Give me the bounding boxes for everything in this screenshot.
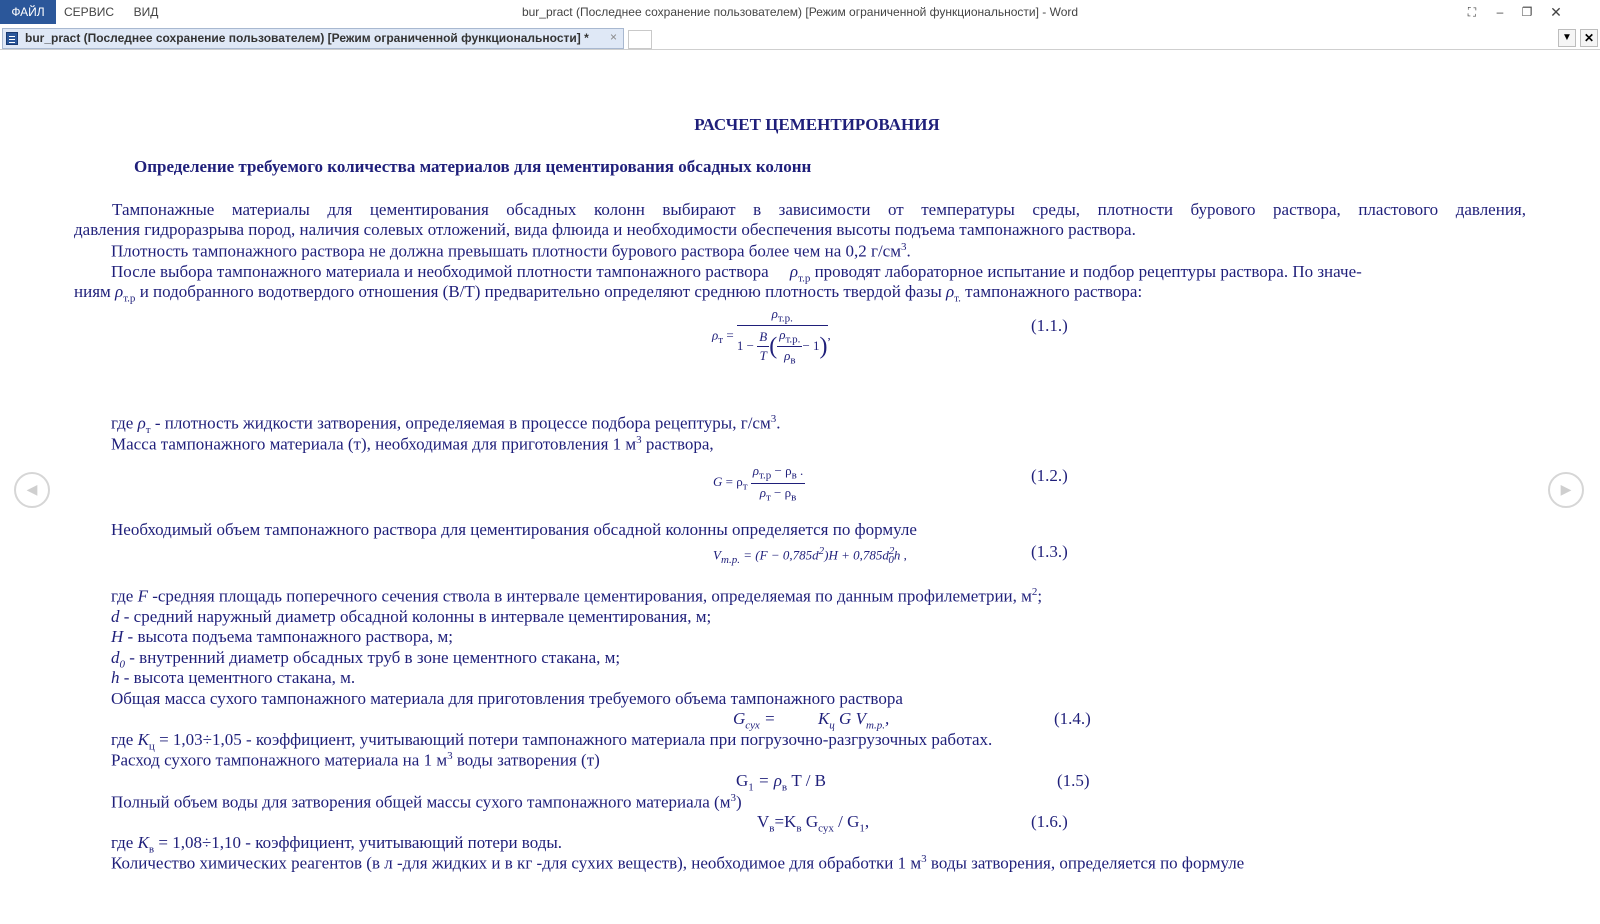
equation-1-1: $\rho_т$ = $\rho_{т.р.}$ 1 − $\frac{B}{T}$ ( $\frac{\rho_{т.р.}}{\rho_в}$ − 1) ,	[712, 306, 831, 367]
equation-1-5-number: (1.5)	[1057, 771, 1090, 790]
word-document-icon	[6, 32, 18, 45]
equation-1-4-number: (1.4.)	[1054, 709, 1091, 728]
new-tab-button[interactable]	[628, 30, 652, 49]
paragraph-3: После выбора тампонажного материала и необходимой плотности тампонажного раствора $\rho_{т.р}$ проводят лабораторное испытание и подбор рецептуры раствора. По значе-	[111, 262, 1362, 285]
close-tab-icon[interactable]: ×	[610, 30, 618, 44]
previous-page-button[interactable]: ◀	[14, 472, 50, 508]
definition-h: h - высота цементного стакана, м.	[111, 668, 356, 687]
next-page-button[interactable]: ▶	[1548, 472, 1584, 508]
paragraph-9: где $K_ц = 1,03\div 1,05$ - коэффициент, учитывающий потери тампонажного материала при погрузочно-разгрузочных работах.	[111, 730, 993, 753]
document-tab-label: bur_pract (Последнее сохранение пользователем) [Режим ограниченной функциональности] *	[25, 31, 589, 45]
paragraph-7: Необходимый объем тампонажного раствора для цементирования обсадной колонны определяется по формуле	[111, 520, 917, 539]
paragraph-5: где $\rho_т$ - плотность жидкости затворения, определяемая в процессе подбора рецептуры, $г/см^3$.	[111, 413, 781, 437]
definition-F: где F -средняя площадь поперечного сечения ствола в интервале цементирования, определяемая по данным профилеметрии, $м^2$;	[111, 586, 1043, 606]
menu-file[interactable]: ФАЙЛ	[0, 0, 56, 24]
paragraph-1-line-2: давления гидроразрыва пород, наличия солевых отложений, вида флюида и необходимости обеспечения высоты подъема тампонажного раствора.	[74, 220, 1136, 239]
menu-view[interactable]: ВИД	[133, 5, 159, 19]
equation-1-2: $G = \rho_т$ $\frac{\rho_{т.р} - \rho_в .}{\rho_т - \rho_в}$	[713, 463, 804, 504]
menu-service[interactable]: СЕРВИС	[64, 5, 114, 19]
tab-dropdown-button[interactable]: ▼	[1558, 29, 1576, 47]
document-tab-bar	[0, 26, 1600, 50]
document-title: РАСЧЕТ ЦЕМЕНТИРОВАНИЯ	[694, 115, 940, 134]
paragraph-11: Полный объем воды для затворения общей массы сухого тампонажного материала $(м^3)$	[111, 792, 742, 812]
definition-d: d - средний наружный диаметр обсадной колонны в интервале цементирования, м;	[111, 607, 712, 626]
window-title: bur_pract (Последнее сохранение пользователем) [Режим ограниченной функциональности] - Word	[521, 5, 1079, 19]
definition-H: H - высота подъема тампонажного раствора, м;	[111, 627, 453, 646]
equation-1-6-number: (1.6.)	[1031, 812, 1068, 831]
definition-d0: $d_0$ - внутренний диаметр обсадных труб в зоне цементного стакана, м;	[111, 648, 621, 671]
restore-button[interactable]: ❐	[1521, 5, 1533, 19]
equation-1-6: $V_в=K_в$ $G_{сух} / G_1$,	[757, 812, 870, 835]
equation-1-2-number: (1.2.)	[1031, 466, 1068, 485]
equation-1-1-number: (1.1.)	[1031, 316, 1068, 335]
section-subtitle: Определение требуемого количества материалов для цементирования обсадных колонн	[134, 157, 812, 176]
equation-1-4: $G_{сух}$ = $K_ц$ G $V_{т.р.}$,	[733, 709, 890, 732]
paragraph-2: Плотность тампонажного раствора не должна превышать плотности бурового раствора более чем на 0,2 $г/см^3$.	[111, 241, 911, 261]
document-tab[interactable]	[2, 28, 624, 49]
title-bar	[0, 0, 1600, 24]
full-screen-icon[interactable]: ⛶	[1467, 5, 1477, 19]
equation-1-3-number: (1.3.)	[1031, 542, 1068, 561]
paragraph-10: Расход сухого тампонажного материала на 1 $м^3$ воды затворения (т)	[111, 750, 600, 770]
equation-1-5: $G_1 = \rho_в$ T / B	[736, 771, 827, 794]
paragraph-12: где $K_в = 1,08\div 1,10$ - коэффициент, учитывающий потери воды.	[111, 833, 563, 856]
paragraph-13: Количество химических реагентов (в л -для жидких и в кг -для сухих веществ), необходимое для обработки 1 $м^3$ воды затворения, определяется по формуле	[111, 853, 1245, 873]
paragraph-6: Масса тампонажного материала (т), необходимая для приготовления 1 $м^3$ раствора,	[111, 434, 714, 454]
close-document-button[interactable]: ✕	[1580, 29, 1598, 47]
minimize-button[interactable]: –	[1496, 5, 1504, 19]
paragraph-1-line-1: Тампонажные материалы для цементирования обсадных колонн выбирают в зависимости от температуры среды, плотности бурового раствора, пластового давления,	[112, 200, 1526, 219]
equation-1-3: $V_{т.р.} = (F - 0,785d^2)H + 0,785d^2_0h$ ,	[713, 545, 907, 566]
close-window-button[interactable]: ✕	[1550, 4, 1562, 20]
paragraph-8: Общая масса сухого тампонажного материала для приготовления требуемого объема тампонажного раствора	[111, 689, 903, 708]
paragraph-3-continued: ниям $\rho_{т.р}$ и подобранного водотвердого отношения (В/Т) предварительно определяют среднюю плотность твердой фазы $\rho_{т.}$ тампонажного раствора:	[74, 282, 1143, 305]
